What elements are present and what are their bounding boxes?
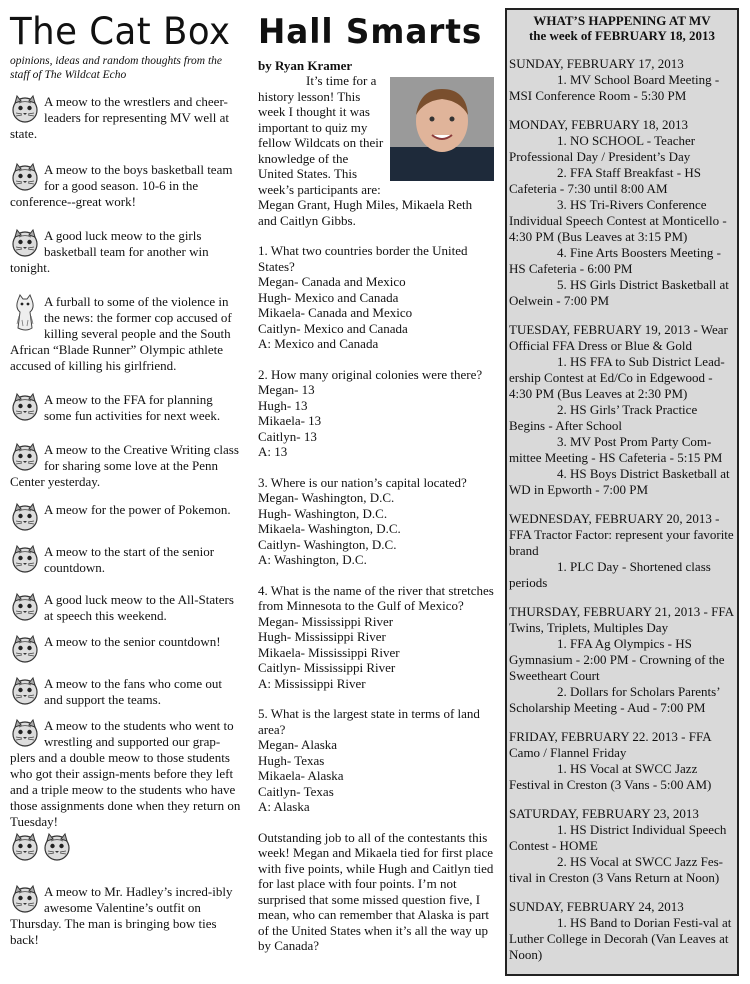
calendar-day: FRIDAY, FEBRUARY 22. 2013 - FFA Camo / Flannel Friday 1. HS Vocal at SWCC Jazz Festival in Creston (3 Vans - 5:00 AM) xyxy=(509,729,712,792)
meow-item: A good luck meow to the All-Staters at speech this weekend. xyxy=(10,592,242,626)
cat-box-tagline: opinions, ideas and random thoughts from the staff of The Wildcat Echo xyxy=(10,55,223,81)
calendar-day: SUNDAY, FEBRUARY 24, 2013 1. HS Band to Dorian Festi-val at Luther College in Decorah (Van Leaves at Noon) xyxy=(509,899,732,962)
cat-face-icon xyxy=(10,162,40,192)
furball-item: A furball to some of the violence in the news: the former cop accused of killing several people and the South African “Blade Runner” Olympic athlete accused of killing his girlfriend. xyxy=(10,294,232,373)
cat-face-icon xyxy=(42,832,72,862)
cat-face-icon xyxy=(10,592,40,622)
cat-face-icon xyxy=(10,544,40,574)
quiz-question-2: 2. How many original colonies were there? Megan- 13 Hugh- 13 Mikaela- 13 Caitlyn- 13 A: 13 xyxy=(258,366,483,459)
cat-face-icon xyxy=(10,634,40,664)
calendar-day: SATURDAY, FEBRUARY 23, 2013 1. HS District Individual Speech Contest - HOME 2. HS Vocal at SWCC Jazz Fes-tival in Creston (3 Vans Return at Noon) xyxy=(509,806,727,885)
cat-box-column xyxy=(10,0,242,948)
hall-smarts-masthead: Hall Smarts xyxy=(258,12,483,52)
cat-face-icon xyxy=(10,392,40,422)
whats-happening-box xyxy=(505,8,739,976)
quiz-question-1: 1. What two countries border the United States? Megan- Canada and Mexico Hugh- Mexico and Canada Mikaela- Canada and Mexico Caitlyn- Mexico and Canada A: Mexico and Canada xyxy=(258,243,468,351)
calendar-day: WEDNESDAY, FEBRUARY 20, 2013 - FFA Tractor Factor: represent your favorite brand 1. PLC Day - Shortened class periods xyxy=(509,511,734,590)
calendar-day: SUNDAY, FEBRUARY 17, 2013 1. MV School Board Meeting - MSI Conference Room - 5:30 PM xyxy=(509,56,720,103)
cat-face-icon xyxy=(10,94,40,124)
meow-item: A meow to Mr. Hadley’s incred-ibly awesome Valentine’s outfit on Thursday. The man is bringing bow ties back! xyxy=(10,884,233,947)
calendar-day: TUESDAY, FEBRUARY 19, 2013 - Wear Official FFA Dress or Blue & Gold 1. HS FFA to Sub District Lead-ership Contest at Ed/Co in Edgewood - 4:30 PM (Bus Leaves at 2:30 PM) 2. HS Girls’ Track Practice Begins - After School 3. MV Post Prom Party Com-mittee Meeting - HS Cafeteria - 5:15 PM 4. HS Boys District Basketball at WD in Epworth - 7:00 PM xyxy=(509,322,730,497)
meow-item: A meow to the senior countdown! xyxy=(10,634,242,668)
triple-cat-icons xyxy=(10,832,242,862)
byline: by Ryan Kramer xyxy=(258,58,353,73)
meow-item: A good luck meow to the girls basketball team for another win tonight. xyxy=(10,228,209,275)
meow-item: A meow to the students who went to wrestling and supported our grap-plers and a double meow to those students who got their assign-ments before they left and a triple meow to the students who have those assignments done when they return on Tuesday! xyxy=(10,718,241,829)
cat-face-icon xyxy=(10,884,40,914)
meow-item: A meow to the fans who come out and support the teams. xyxy=(10,676,242,710)
cat-face-icon xyxy=(10,832,40,862)
quiz-question-3: 3. Where is our nation’s capital located? Megan- Washington, D.C. Hugh- Washington, D.C. Mikaela- Washington, D.C. Caitlyn- Washington, D.C. A: Washington, D.C. xyxy=(258,474,467,567)
furball-cat-icon xyxy=(10,294,40,334)
calendar-day: THURSDAY, FEBRUARY 21, 2013 - FFA Twins, Triplets, Multiples Day 1. FFA Ag Olympics - HS Gymnasium - 2:00 PM - Crowning of the Sweetheart Court 2. Dollars for Scholars Parents’ Scholarship Meeting - Aud - 7:00 PM xyxy=(509,604,734,715)
meow-item: A meow for the power of Pokemon. xyxy=(10,502,242,536)
cat-face-icon xyxy=(10,442,40,472)
meow-item: A meow to the start of the senior countdown. xyxy=(10,544,242,578)
closing-paragraph: Outstanding job to all of the contestants this week! Megan and Mikaela tied for first place with five points, while Hugh and Caitlyn tied for last place with four points. I’m not surprised that some missed question five, I mean, who can remember that Alaska is part of the United States when it’s all the way up by Canada? xyxy=(258,829,494,953)
meow-item: A meow to the Creative Writing class for sharing some love at the Penn Center yesterday. xyxy=(10,442,239,489)
author-photo xyxy=(390,77,494,181)
calendar-day: MONDAY, FEBRUARY 18, 2013 1. NO SCHOOL - Teacher Professional Day / President’s Day 2. FFA Staff Breakfast - HS Cafeteria - 7:30 until 8:00 AM 3. HS Tri-Rivers Conference Individual Speech Contest at Monticello - 4:30 PM (Bus Leaves at 3:15 PM) 4. Fine Arts Boosters Meeting - HS Cafeteria - 6:00 PM 5. HS Girls District Basketball at Oelwein - 7:00 PM xyxy=(509,117,729,308)
cat-face-icon xyxy=(10,228,40,258)
quiz-question-4: 4. What is the name of the river that stretches from Minnesota to the Gulf of Mexico? Megan- Mississippi River Hugh- Mississippi River Mikaela- Mississippi River Caitlyn- Mississippi River A: Mississippi River xyxy=(258,582,494,691)
cat-face-icon xyxy=(10,502,40,532)
hall-smarts-column xyxy=(258,0,494,954)
cat-box-masthead: The Cat Box xyxy=(10,10,231,53)
cat-face-icon xyxy=(10,718,40,748)
meow-item: A meow to the boys basketball team for a good season. 10-6 in the conference--great work! xyxy=(10,162,233,209)
calendar-title: WHAT’S HAPPENING AT MV the week of FEBRUARY 18, 2013 xyxy=(528,13,716,43)
intro-paragraph: It’s time for a history lesson! This week I thought it was important to quiz my fellow Wildcats on their knowledge of the United States. This week’s participants are: Megan Grant, Hugh Miles, Mikaela Reth and Caitlyn Gibbs. xyxy=(258,73,473,228)
meow-item: A meow to the wrestlers and cheer-leaders for representing MV well at state. xyxy=(10,94,229,141)
meow-item: A meow to the FFA for planning some fun activities for next week. xyxy=(10,392,242,426)
cat-face-icon xyxy=(10,676,40,706)
quiz-question-5: 5. What is the largest state in terms of land area? Megan- Alaska Hugh- Texas Mikaela- Alaska Caitlyn- Texas A: Alaska xyxy=(258,706,480,814)
